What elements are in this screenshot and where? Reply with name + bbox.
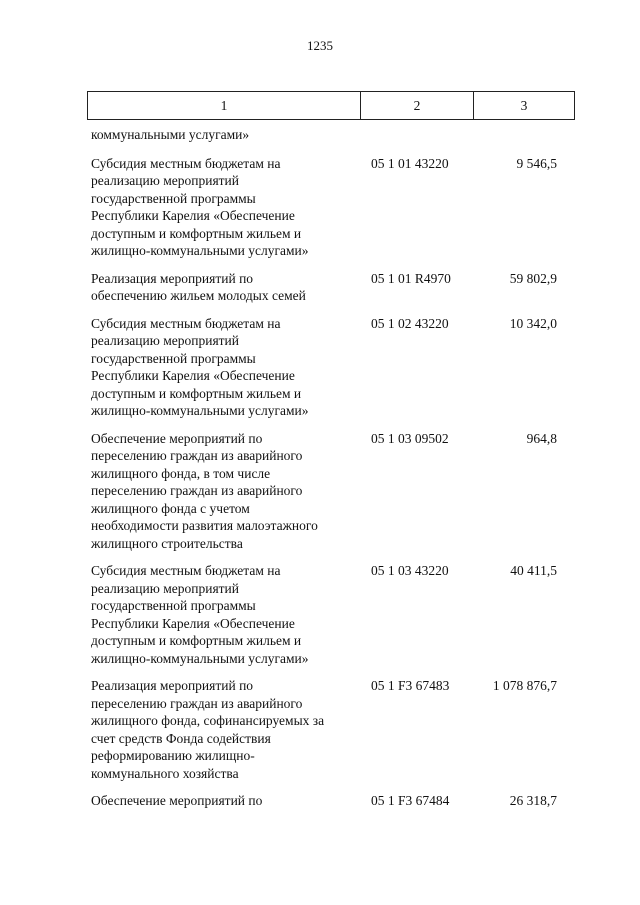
table-row bbox=[91, 677, 571, 782]
row-name: Реализация мероприятий по обеспечению жильем молодых семей bbox=[91, 270, 306, 303]
row-name: Обеспечение мероприятий по bbox=[91, 793, 263, 808]
row-amount: 1 078 876,7 bbox=[492, 678, 557, 693]
row-name: Обеспечение мероприятий по переселению граждан из аварийного жилищного фонда, в том числе переселению граждан из аварийного жилищного фонда с учетом необходимости развития малоэтажного жилищного строительства bbox=[91, 430, 318, 551]
row-name: Реализация мероприятий по переселению граждан из аварийного жилищного фонда, софинансируемых за счет средств Фонда содействия реформированию жилищно- коммунального хозяйства bbox=[91, 678, 325, 781]
row-code: 05 1 03 09502 bbox=[371, 430, 449, 446]
row-code: 05 1 F3 67484 bbox=[371, 793, 450, 808]
row-amount: 9 546,5 bbox=[516, 155, 557, 171]
row-code: 05 1 02 43220 bbox=[371, 315, 449, 331]
row-code: 05 1 03 43220 bbox=[371, 563, 449, 578]
column-header-1: 1 bbox=[88, 92, 361, 120]
table-row bbox=[91, 315, 571, 420]
table-header-row bbox=[88, 92, 575, 120]
row-amount: 40 411,5 bbox=[510, 563, 557, 578]
row-code: 05 1 F3 67483 bbox=[371, 678, 450, 693]
table-row bbox=[91, 430, 571, 553]
column-header-2: 2 bbox=[361, 92, 474, 120]
column-header-3: 3 bbox=[474, 92, 575, 120]
row-name: Субсидия местным бюджетам на реализацию мероприятий государственной программы Республики Карелия «Обеспечение доступным и комфортным жильем и жилищно-коммунальными услугами» bbox=[91, 155, 309, 258]
row-code: 05 1 01 R4970 bbox=[371, 270, 451, 286]
row-code: 05 1 01 43220 bbox=[371, 155, 449, 171]
table-header bbox=[87, 91, 575, 120]
table-row bbox=[91, 270, 571, 305]
row-name: Субсидия местным бюджетам на реализацию мероприятий государственной программы Республики Карелия «Обеспечение доступным и комфортным жильем и жилищно-коммунальными услугами» bbox=[91, 563, 309, 666]
row-amount: 59 802,9 bbox=[509, 270, 557, 286]
row-amount: 26 318,7 bbox=[509, 793, 557, 808]
page-number: 1235 bbox=[307, 38, 333, 53]
table-row bbox=[91, 562, 571, 667]
row-amount: 10 342,0 bbox=[509, 315, 557, 331]
row-amount: 964,8 bbox=[526, 430, 557, 446]
continuation-text: коммунальными услугами» bbox=[91, 127, 250, 142]
table-body bbox=[91, 126, 571, 820]
table-row bbox=[91, 155, 571, 260]
table-row bbox=[91, 792, 571, 810]
row-name: Субсидия местным бюджетам на реализацию мероприятий государственной программы Республики Карелия «Обеспечение доступным и комфортным жильем и жилищно-коммунальными услугами» bbox=[91, 315, 309, 418]
